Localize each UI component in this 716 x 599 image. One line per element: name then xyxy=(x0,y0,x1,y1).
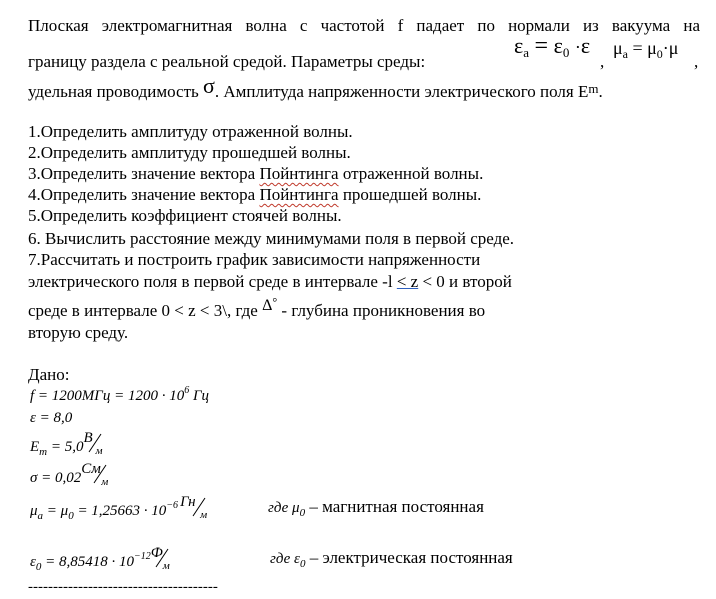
eps-plain-symbol: ε xyxy=(580,33,591,58)
given-sigma-unit xyxy=(81,461,111,488)
mu-a-sub: a xyxy=(622,47,628,61)
given-eps0-den: м xyxy=(162,560,170,572)
task-7-line-4: вторую среду. xyxy=(28,323,129,342)
eps0-note-sub: 0 xyxy=(299,558,306,570)
given-mu xyxy=(30,494,210,522)
given-f-unit: Гц xyxy=(189,388,209,404)
given-Em-value: = 5,0 xyxy=(47,439,84,455)
delta-degree: ° xyxy=(272,295,278,309)
given-title: Дано: xyxy=(28,365,70,384)
given-sigma xyxy=(30,461,111,488)
comma-2: , xyxy=(694,52,699,71)
given-f-exp: 6 xyxy=(184,385,190,396)
mu-0-sub: 0 xyxy=(656,47,663,61)
mu-note-text: – магнитная постоянная xyxy=(305,497,484,516)
given-mu-exp: −6 xyxy=(166,500,179,511)
task-4-c: прошедшей волны. xyxy=(338,185,482,204)
eps-a-symbol: ε xyxy=(514,33,524,58)
intro-line-1: Плоская электромагнитная волна с частотой f падает по нормали из вакуума на xyxy=(28,16,700,35)
task-7-3b: - глубина проникновения во xyxy=(277,301,486,320)
given-mu-sub0: 0 xyxy=(68,510,74,522)
given-mu-sub: a xyxy=(37,510,44,522)
given-mu-unit xyxy=(178,494,210,521)
E-symbol: E xyxy=(577,82,589,101)
task-2: 2.Определить амплитуду прошедшей волны. xyxy=(28,143,351,162)
task-7-line-2 xyxy=(28,272,512,292)
task-3-c: отраженной волны. xyxy=(338,164,484,183)
task-7-2c: < 0 и второй xyxy=(418,272,512,291)
task-7-2b: < z xyxy=(396,272,419,291)
mu-formula xyxy=(613,38,678,60)
mu-dot: · xyxy=(662,38,669,58)
equals-sign: = xyxy=(534,33,549,59)
given-mu-symbol: μ xyxy=(30,503,38,519)
given-Em-symbol: E xyxy=(30,439,40,455)
mu-note-italic: где μ xyxy=(268,500,300,516)
given-mu-num: Гн xyxy=(180,494,196,510)
given-mu-mid: = μ xyxy=(43,503,69,519)
intro-end-dot: . xyxy=(598,82,603,101)
task-7-line-3 xyxy=(28,295,486,322)
task-6: 6. Вычислить расстояние между минимумами поля в первой среде. xyxy=(28,229,515,248)
mu-plain-symbol: μ xyxy=(668,38,679,58)
mu-equals-sign: = xyxy=(632,38,643,58)
task-4-a: 4.Определить значение вектора xyxy=(28,185,260,204)
given-eps0 xyxy=(30,545,175,573)
eps-a-sub: a xyxy=(523,45,530,60)
given-sigma-value: σ = 0,02 xyxy=(30,470,82,486)
given-mu-value: = 1,25663 · 10 xyxy=(73,503,167,519)
given-eps0-unit xyxy=(150,545,175,572)
given-Em-den: м xyxy=(95,445,103,457)
given-sigma-den: м xyxy=(101,476,109,488)
intro-line-2-text: границу раздела с реальной средой. Параметры среды: xyxy=(28,52,426,71)
given-eps0-value: = 8,85418 · 10 xyxy=(41,554,135,570)
given-eps0-sub: 0 xyxy=(35,561,42,573)
E-m-sup: m xyxy=(588,81,599,96)
mu-note-sub: 0 xyxy=(299,507,306,519)
task-7-2a: электрического поля в первой среде в интервале -l xyxy=(28,272,397,291)
sigma-symbol: σ xyxy=(203,73,215,98)
given-Em xyxy=(30,430,108,458)
given-mu-den: м xyxy=(200,509,208,521)
dot-operator: · xyxy=(574,37,581,57)
separator-dashes: -------------------------------------- xyxy=(28,579,218,595)
task-3 xyxy=(28,164,483,184)
comma-1: , xyxy=(600,52,605,71)
given-Em-sub: m xyxy=(39,446,48,458)
eps0-note-text: – электрическая постоянная xyxy=(305,548,513,567)
given-Em-num: В xyxy=(83,430,93,446)
given-f xyxy=(30,387,209,407)
task-4 xyxy=(28,185,481,205)
eps-0-symbol: ε xyxy=(553,33,563,58)
mu-note xyxy=(268,497,484,519)
task-1: 1.Определить амплитуду отраженной волны. xyxy=(28,122,353,141)
intro-line-2 xyxy=(28,52,425,72)
task-7-line-1: 7.Рассчитать и построить график зависимости напряженности xyxy=(28,250,481,269)
given-Em-unit xyxy=(83,430,108,457)
task-4-poynting: Пойнтинга xyxy=(259,185,339,204)
task-3-poynting: Пойнтинга xyxy=(259,164,339,183)
given-eps: ε = 8,0 xyxy=(30,410,73,426)
intro-line-3 xyxy=(28,73,603,103)
task-3-a: 3.Определить значение вектора xyxy=(28,164,260,183)
eps-0-sub: 0 xyxy=(562,45,570,60)
eps0-note xyxy=(270,548,513,570)
mu-0-symbol: μ xyxy=(647,38,657,58)
eps0-note-italic: где ε xyxy=(270,551,300,567)
task-7-3a: среде в интервале 0 < z < 3\, где xyxy=(28,301,263,320)
intro-line-3-text: удельная проводимость xyxy=(28,82,199,101)
given-sigma-num: См xyxy=(81,461,101,477)
given-eps0-num: Ф xyxy=(150,545,163,561)
eps-formula xyxy=(514,33,591,60)
given-eps0-exp: −12 xyxy=(134,551,151,562)
task-5: 5.Определить коэффициент стоячей волны. xyxy=(28,206,342,225)
given-eps0-symbol: ε xyxy=(30,554,36,570)
intro-line-3-tail: . Амплитуда напряженности электрического поля xyxy=(214,82,574,101)
mu-a-symbol: μ xyxy=(613,38,623,58)
given-f-text: f = 1200МГц = 1200 · 10 xyxy=(30,388,185,404)
delta-symbol: Δ xyxy=(262,297,273,314)
